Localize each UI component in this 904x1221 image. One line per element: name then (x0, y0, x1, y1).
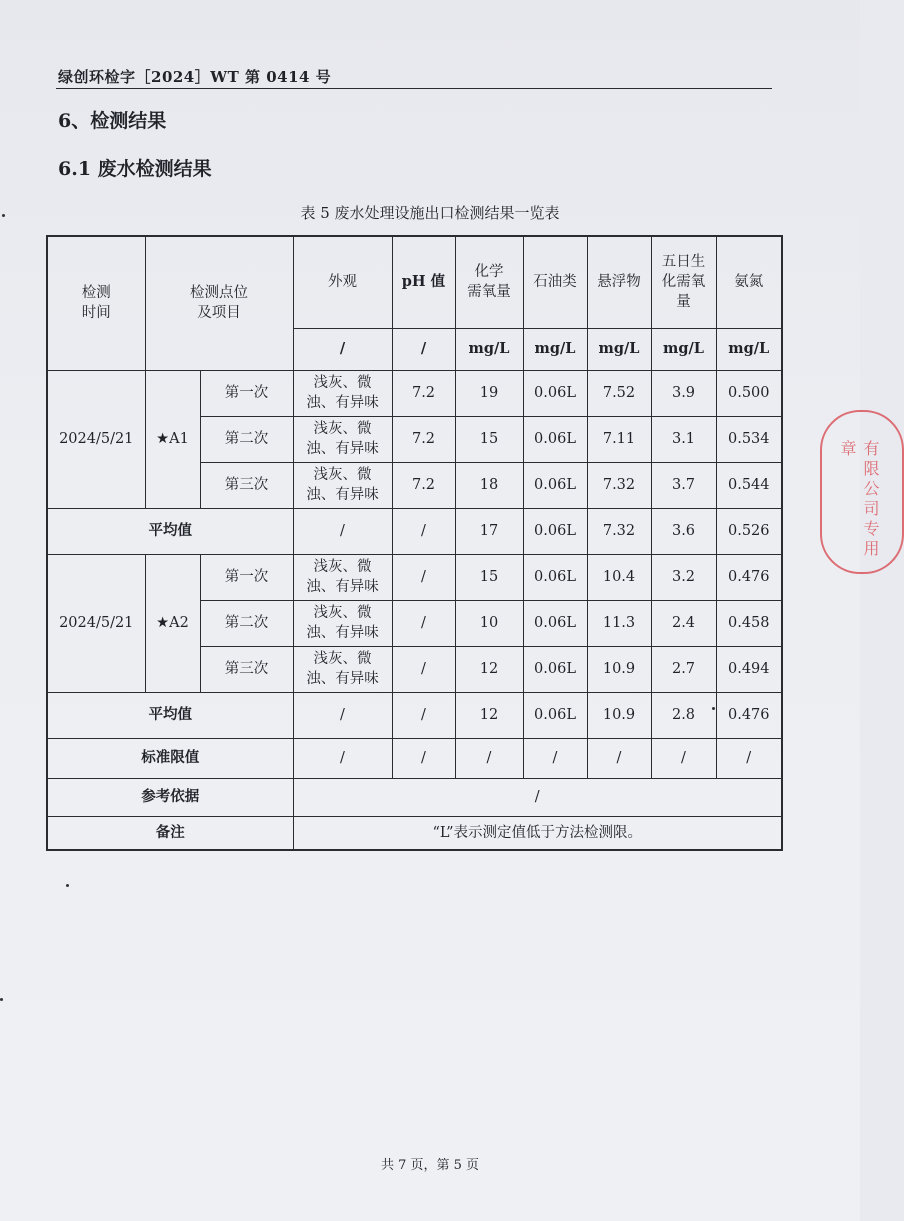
ss-value: / (587, 738, 651, 778)
header-bod: 五日生 化需氧 量 (651, 236, 716, 328)
bod-value: 2.8 (651, 692, 716, 738)
oil-value: 0.06L (523, 692, 587, 738)
ph-value: 7.2 (392, 416, 455, 462)
cod-value: 15 (455, 416, 523, 462)
appearance-value: / (293, 738, 392, 778)
reference-label: 参考依据 (47, 778, 293, 816)
ss-value: 10.9 (587, 646, 651, 692)
subsection-heading: 6.1 废水检测结果 (58, 158, 212, 180)
cod-value: 19 (455, 370, 523, 416)
nh3-value: 0.526 (716, 508, 782, 554)
average-label: 平均值 (47, 508, 293, 554)
header-rule (56, 88, 772, 89)
nh3-value: 0.458 (716, 600, 782, 646)
nh3-value: 0.534 (716, 416, 782, 462)
oil-value: 0.06L (523, 646, 587, 692)
appearance-value: 浅灰、微 浊、有异味 (293, 646, 392, 692)
sample-round-label: 第二次 (200, 416, 293, 462)
reference-value: / (293, 778, 782, 816)
bod-value: / (651, 738, 716, 778)
appearance-value: 浅灰、微 浊、有异味 (293, 554, 392, 600)
cod-value: 12 (455, 646, 523, 692)
page-number: 共 7 页，第 5 页 (380, 1158, 480, 1173)
table-row (47, 554, 782, 600)
header-oil: 石油类 (523, 236, 587, 328)
sampling-date: 2024/5/21 (47, 554, 145, 692)
header-point: 检测点位 及项目 (145, 236, 293, 370)
sample-round-label: 第三次 (200, 646, 293, 692)
oil-value: / (523, 738, 587, 778)
header-nh3: 氨氮 (716, 236, 782, 328)
oil-value: 0.06L (523, 508, 587, 554)
bod-value: 3.7 (651, 462, 716, 508)
ss-value: 10.9 (587, 692, 651, 738)
standard-label: 标准限值 (47, 738, 293, 778)
nh3-value: 0.500 (716, 370, 782, 416)
ph-value: / (392, 692, 455, 738)
standard-limit-row (47, 738, 782, 778)
appearance-value: 浅灰、微 浊、有异味 (293, 370, 392, 416)
cod-value: / (455, 738, 523, 778)
scan-speck (66, 884, 69, 887)
remark-label: 备注 (47, 816, 293, 850)
header-ph: pH 值 (392, 236, 455, 328)
bod-value: 3.9 (651, 370, 716, 416)
unit-bod: mg/L (651, 328, 716, 370)
nh3-value: 0.544 (716, 462, 782, 508)
nh3-value: 0.476 (716, 554, 782, 600)
section-heading: 6、检测结果 (58, 110, 167, 132)
header-time: 检测 时间 (47, 236, 145, 370)
unit-appearance: / (293, 328, 392, 370)
ph-value: / (392, 738, 455, 778)
appearance-value: / (293, 692, 392, 738)
sampling-point: ★A2 (145, 554, 200, 692)
sample-round-label: 第一次 (200, 554, 293, 600)
cod-value: 12 (455, 692, 523, 738)
ss-value: 7.32 (587, 508, 651, 554)
appearance-value: 浅灰、微 浊、有异味 (293, 416, 392, 462)
oil-value: 0.06L (523, 462, 587, 508)
table-row (47, 370, 782, 416)
appearance-value: / (293, 508, 392, 554)
unit-cod: mg/L (455, 328, 523, 370)
scan-speck (0, 998, 3, 1001)
ss-value: 11.3 (587, 600, 651, 646)
average-row (47, 508, 782, 554)
cod-value: 10 (455, 600, 523, 646)
unit-ph: / (392, 328, 455, 370)
sample-round-label: 第三次 (200, 462, 293, 508)
ss-value: 7.32 (587, 462, 651, 508)
ph-value: / (392, 646, 455, 692)
remark-value: “L”表示测定值低于方法检测限。 (293, 816, 782, 850)
unit-ss: mg/L (587, 328, 651, 370)
oil-value: 0.06L (523, 370, 587, 416)
ph-value: / (392, 600, 455, 646)
cod-value: 18 (455, 462, 523, 508)
scan-speck (2, 214, 5, 217)
average-label: 平均值 (47, 692, 293, 738)
cod-value: 15 (455, 554, 523, 600)
scan-speck (712, 707, 715, 710)
nh3-value: / (716, 738, 782, 778)
table-header-row (47, 236, 782, 328)
header-ss: 悬浮物 (587, 236, 651, 328)
oil-value: 0.06L (523, 416, 587, 462)
oil-value: 0.06L (523, 554, 587, 600)
bod-value: 3.2 (651, 554, 716, 600)
seal-text: 有限公司专用章 (838, 440, 880, 560)
appearance-value: 浅灰、微 浊、有异味 (293, 462, 392, 508)
company-seal-stamp (820, 410, 904, 574)
ss-value: 7.11 (587, 416, 651, 462)
cod-value: 17 (455, 508, 523, 554)
nh3-value: 0.476 (716, 692, 782, 738)
sample-round-label: 第二次 (200, 600, 293, 646)
ss-value: 7.52 (587, 370, 651, 416)
oil-value: 0.06L (523, 600, 587, 646)
unit-nh3: mg/L (716, 328, 782, 370)
reference-row (47, 778, 782, 816)
results-table-body (47, 236, 782, 850)
bod-value: 2.7 (651, 646, 716, 692)
bod-value: 3.6 (651, 508, 716, 554)
sampling-point: ★A1 (145, 370, 200, 508)
ph-value: / (392, 554, 455, 600)
header-cod: 化学 需氧量 (455, 236, 523, 328)
ph-value: 7.2 (392, 370, 455, 416)
ss-value: 10.4 (587, 554, 651, 600)
ph-value: 7.2 (392, 462, 455, 508)
table-caption: 表 5 废水处理设施出口检测结果一览表 (300, 204, 560, 222)
appearance-value: 浅灰、微 浊、有异味 (293, 600, 392, 646)
document-number: 绿创环检字［2024］WT 第 0414 号 (58, 68, 332, 86)
remark-row (47, 816, 782, 850)
nh3-value: 0.494 (716, 646, 782, 692)
ph-value: / (392, 508, 455, 554)
sampling-date: 2024/5/21 (47, 370, 145, 508)
sample-round-label: 第一次 (200, 370, 293, 416)
bod-value: 2.4 (651, 600, 716, 646)
average-row (47, 692, 782, 738)
results-table (46, 235, 783, 851)
unit-oil: mg/L (523, 328, 587, 370)
header-appearance: 外观 (293, 236, 392, 328)
bod-value: 3.1 (651, 416, 716, 462)
